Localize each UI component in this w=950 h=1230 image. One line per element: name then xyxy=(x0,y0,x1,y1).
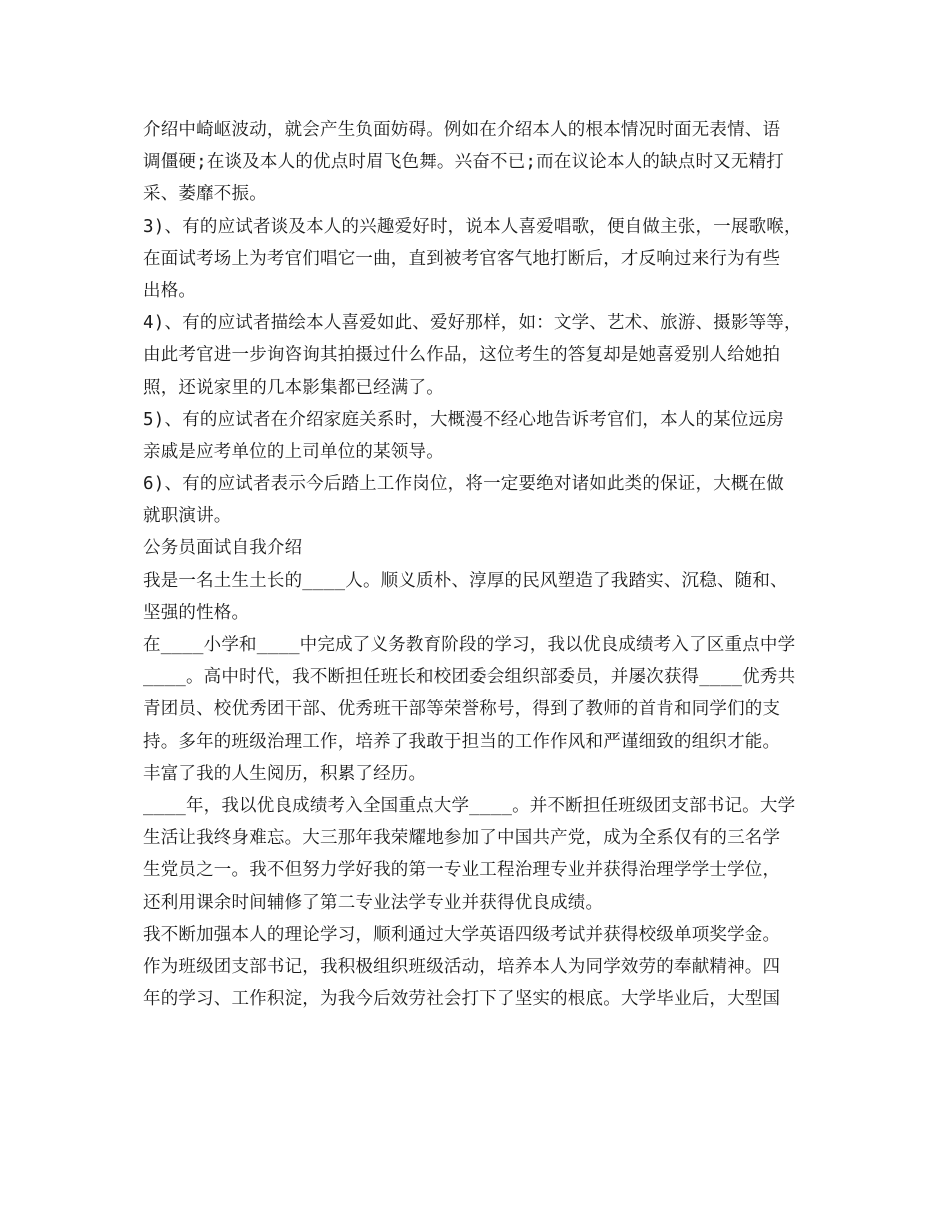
text-line: 在面试考场上为考官们唱它一曲，直到被考官客气地打断后，才反响过来行为有些 xyxy=(143,248,781,269)
text-line: 我不断加强本人的理论学习，顺利通过大学英语四级考试并获得校级单项奖学金。 xyxy=(143,924,781,945)
text-line: 我是一名土生土长的____人。顺义质朴、淳厚的民风塑造了我踏实、沉稳、随和、 xyxy=(143,570,788,591)
text-line: 5)、有的应试者在介绍家庭关系时，大概漫不经心地告诉考官们，本人的某位远房 xyxy=(143,409,784,430)
text-line: 调僵硬;在谈及本人的优点时眉飞色舞。兴奋不已;而在议论本人的缺点时又无精打 xyxy=(143,152,784,173)
text-line: 持。多年的班级治理工作，培养了我敢于担当的工作作风和严谨细致的组织才能。 xyxy=(143,731,781,752)
text-line: 生党员之一。我不但努力学好我的第一专业工程治理专业并获得治理学学士学位， xyxy=(143,860,781,881)
text-line: 作为班级团支部书记，我积极组织班级活动，培养本人为同学效劳的奉献精神。四 xyxy=(143,956,781,977)
text-line: 出格。 xyxy=(143,280,197,301)
text-line: 亲戚是应考单位的上司单位的某领导。 xyxy=(143,441,444,462)
text-line: 还利用课余时间辅修了第二专业法学专业并获得优良成绩。 xyxy=(143,892,604,913)
text-line: ____。高中时代，我不断担任班长和校团委会组织部委员，并屡次获得____优秀共 xyxy=(143,667,796,688)
section-heading: 公务员面试自我介绍 xyxy=(143,538,303,559)
text-line: 由此考官进一步询咨询其拍摄过什么作品，这位考生的答复却是她喜爱别人给她拍 xyxy=(143,345,781,366)
text-line: 坚强的性格。 xyxy=(143,602,250,623)
text-line: 就职演讲。 xyxy=(143,506,232,527)
text-line: 照，还说家里的几本影集都已经满了。 xyxy=(143,377,444,398)
text-line: 年的学习、工作积淀，为我今后效劳社会打下了坚实的根底。大学毕业后，大型国 xyxy=(143,989,781,1010)
text-line: ____年，我以优良成绩考入全国重点大学____。并不断担任班级团支部书记。大学 xyxy=(143,795,796,816)
text-line: 介绍中崎岖波动，就会产生负面妨碍。例如在介绍本人的根本情况时面无表情、语 xyxy=(143,120,781,140)
text-line: 3)、有的应试者谈及本人的兴趣爱好时，说本人喜爱唱歌，便自做主张，一展歌喉， xyxy=(143,216,802,237)
text-line: 丰富了我的人生阅历，积累了经历。 xyxy=(143,763,427,784)
text-line: 在____小学和____中完成了义务教育阶段的学习，我以优良成绩考入了区重点中学 xyxy=(143,635,796,655)
text-line: 4)、有的应试者描绘本人喜爱如此、爱好那样，如：文学、艺术、旅游、摄影等等， xyxy=(143,313,802,334)
text-line: 生活让我终身难忘。大三那年我荣耀地参加了中国共产党，成为全系仅有的三名学 xyxy=(143,828,781,849)
text-line: 采、萎靡不振。 xyxy=(143,184,267,205)
document-body xyxy=(143,114,833,1015)
text-line: 6)、有的应试者表示今后踏上工作岗位，将一定要绝对诸如此类的保证，大概在做 xyxy=(143,474,784,495)
text-line: 青团员、校优秀团干部、优秀班干部等荣誉称号，得到了教师的首肯和同学们的支 xyxy=(143,699,781,720)
